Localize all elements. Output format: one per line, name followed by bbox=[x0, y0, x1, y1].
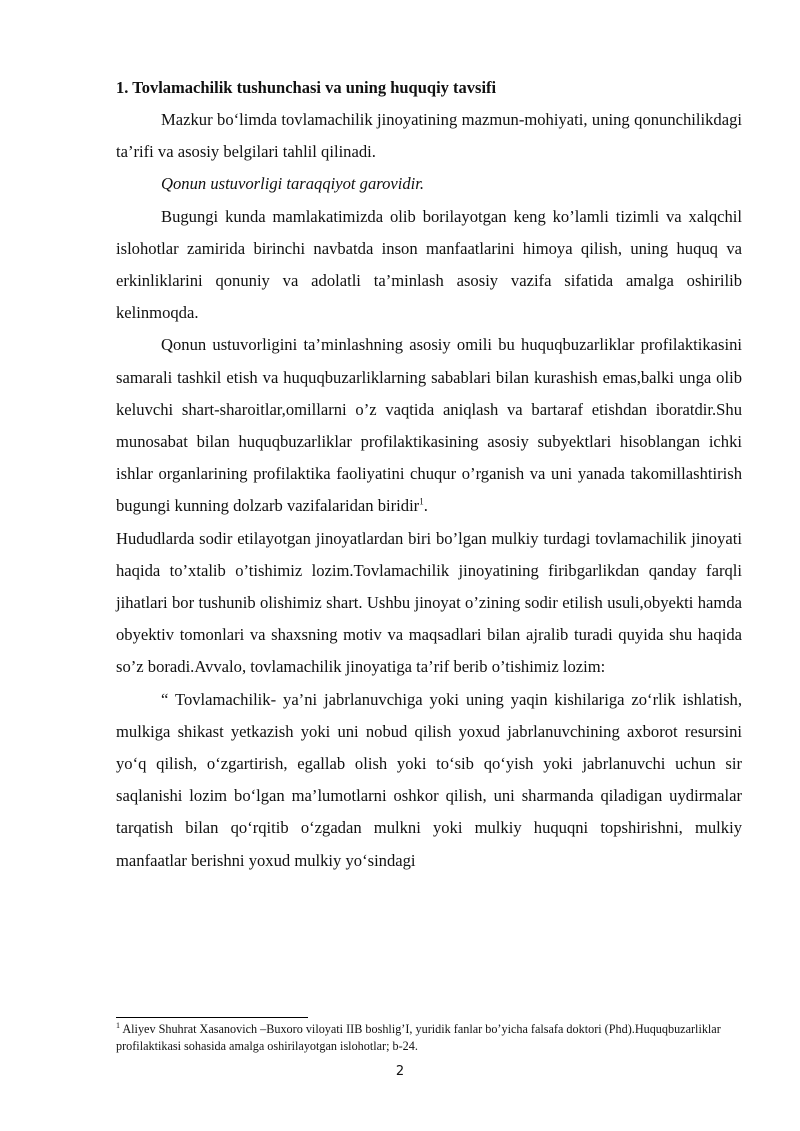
footnote bbox=[116, 1021, 736, 1055]
paragraph-intro: Mazkur bo‘limda tovlamachilik jinoyatining mazmun-mohiyati, uning qonunchilikdagi ta’rifi va asosiy belgilari tahlil qilinadi. bbox=[116, 110, 742, 162]
paragraph-rule-of-law bbox=[116, 329, 742, 522]
section-title: 1. Tovlamachilik tushunchasi va uning huquqiy tavsifi bbox=[116, 78, 497, 97]
paragraph-rule-of-law-end: . bbox=[423, 496, 428, 516]
paragraph-regions: Hududlarda sodir etilayotgan jinoyatlardan biri bo’lgan mulkiy turdagi tovlamachilik jinoyati haqida to’xtalib o’tishimiz lozim.Tovlamachilik jinoyatining firibgarlikdan qanday farqli jihatlari bor tushunib olishimiz shart. Ushbu jinoyat o’zining sodir etilish usuli,obyekti hamda obyektiv tomonlari va shaxsning motiv va maqsadlari bilan ajralib turadi quyida shu haqida so’z boradi.Avvalo, tovlamachilik jinoyatiga ta’rif berib o’tishimiz lozim: bbox=[116, 528, 742, 677]
footnote-separator bbox=[116, 1017, 308, 1018]
document-body bbox=[116, 104, 742, 877]
footnote-reference: 1 bbox=[419, 496, 424, 507]
paragraph-reforms: Bugungi kunda mamlakatimizda olib borilayotgan keng ko’lamli tizimli va xalqchil islohotlar zamirida birinchi navbatda inson manfaatlarini himoya qilish, uning huquq va erkinliklarini qonuniy va adolatli ta’minlash asosiy vazifa sifatida amalga oshirilib kelinmoqda. bbox=[116, 206, 742, 323]
paragraph-motto: Qonun ustuvorligi taraqqiyot garovidir. bbox=[161, 174, 425, 194]
page-number: 2 bbox=[395, 1064, 405, 1079]
paragraph-definition: “ Tovlamachilik- ya’ni jabrlanuvchiga yoki uning yaqin kishilariga zo‘rlik ishlatish, mulkiga shikast yetkazish yoki uni nobud qilish yoxud jabrlanuvchining axborot resursini yo‘q qilish, o‘zgartirish, egallab olish yoki to‘sib qo‘yish yoki jabrlanuvchi uchun sir saqlanishi lozim bo‘lgan ma’lumotlarni oshkor qilish, uni sharmanda qiladigan uydirmalar tarqatish bilan qo‘rqitib o‘zgadan mulkni yoki mulkiy huquqni topshirishni, mulkiy manfaatlar berishni yoxud mulkiy yo‘sindagi bbox=[116, 689, 742, 870]
footnote-marker: 1 bbox=[116, 1020, 120, 1030]
paragraph-rule-of-law-text: Qonun ustuvorligini ta’minlashning asosiy omili bu huquqbuzarliklar profilaktikasini samarali tashkil etish va huquqbuzarliklarning sabablari bilan kurashish emas,balki unga olib keluvchi shart-sharoitlar,omillarni o’z vaqtida aniqlash va bartaraf etishdan iboratdir.Shu munosabat bilan huquqbuzarliklar profilaktikasining asosiy subyektlari hisoblangan ichki ishlar organlarining profilaktika faoliyatini chuqur o’rganish va uni yanada takomillashtirish bugungi kunning dolzarb vazifalaridan biridir bbox=[116, 335, 742, 516]
footnote-text: Aliyev Shuhrat Xasanovich –Buxoro viloyati IIB boshlig’I, yuridik fanlar bo’yicha falsafa doktori (Phd).Huquqbuzarliklar profilaktikasi sohasida amalga oshirilayotgan islohotlar; b-24. bbox=[116, 1022, 721, 1053]
